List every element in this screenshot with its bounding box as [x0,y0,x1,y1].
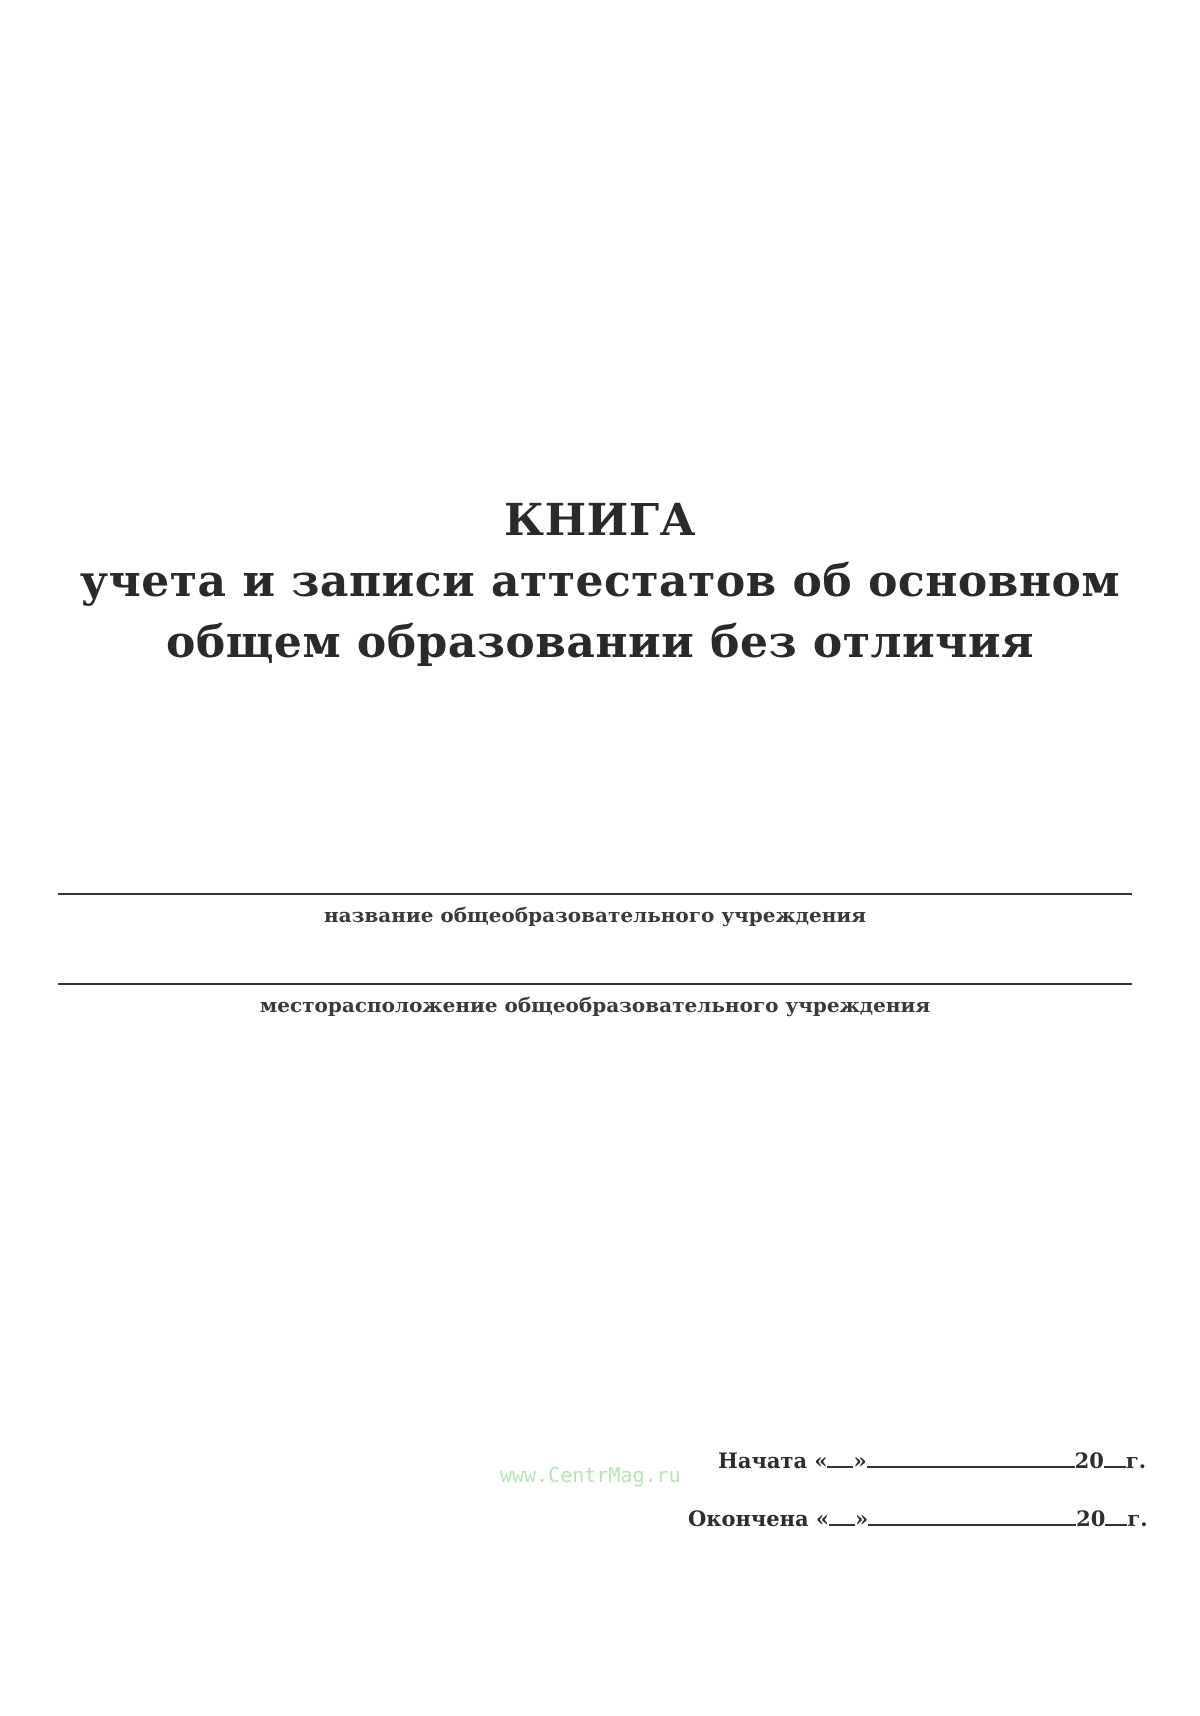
ended-date-row [688,1506,1148,1531]
ended-day-blank[interactable] [829,1506,855,1526]
ended-label: Окончена [688,1506,809,1531]
institution-name-caption: название общеобразовательного учреждения [324,903,866,927]
open-quote: « [815,1506,829,1531]
watermark: www.CentrMag.ru [500,1463,681,1487]
institution-name-line[interactable] [58,893,1132,895]
institution-location-caption: месторасположение общеобразовательного учреждения [259,993,931,1017]
title-line-2: учета и записи аттестатов об основном [79,556,1121,607]
document-title [0,490,1200,673]
ended-month-blank[interactable] [868,1506,1076,1526]
close-quote: » [854,1506,869,1531]
year-prefix: 20 [1076,1506,1106,1531]
started-day-blank[interactable] [827,1448,853,1468]
year-suffix: г. [1127,1506,1148,1531]
institution-location-line[interactable] [58,983,1132,985]
year-suffix: г. [1125,1448,1147,1473]
title-line-1: КНИГА [504,495,696,546]
open-quote: « [814,1448,828,1473]
ended-year-blank[interactable] [1105,1506,1127,1526]
title-line-3: общем образовании без отличия [166,617,1034,668]
close-quote: » [853,1448,867,1473]
started-month-blank[interactable] [867,1448,1075,1468]
started-year-blank[interactable] [1104,1448,1126,1468]
year-prefix: 20 [1074,1448,1104,1473]
started-date-row [718,1448,1146,1473]
started-label: Начата [718,1448,808,1473]
